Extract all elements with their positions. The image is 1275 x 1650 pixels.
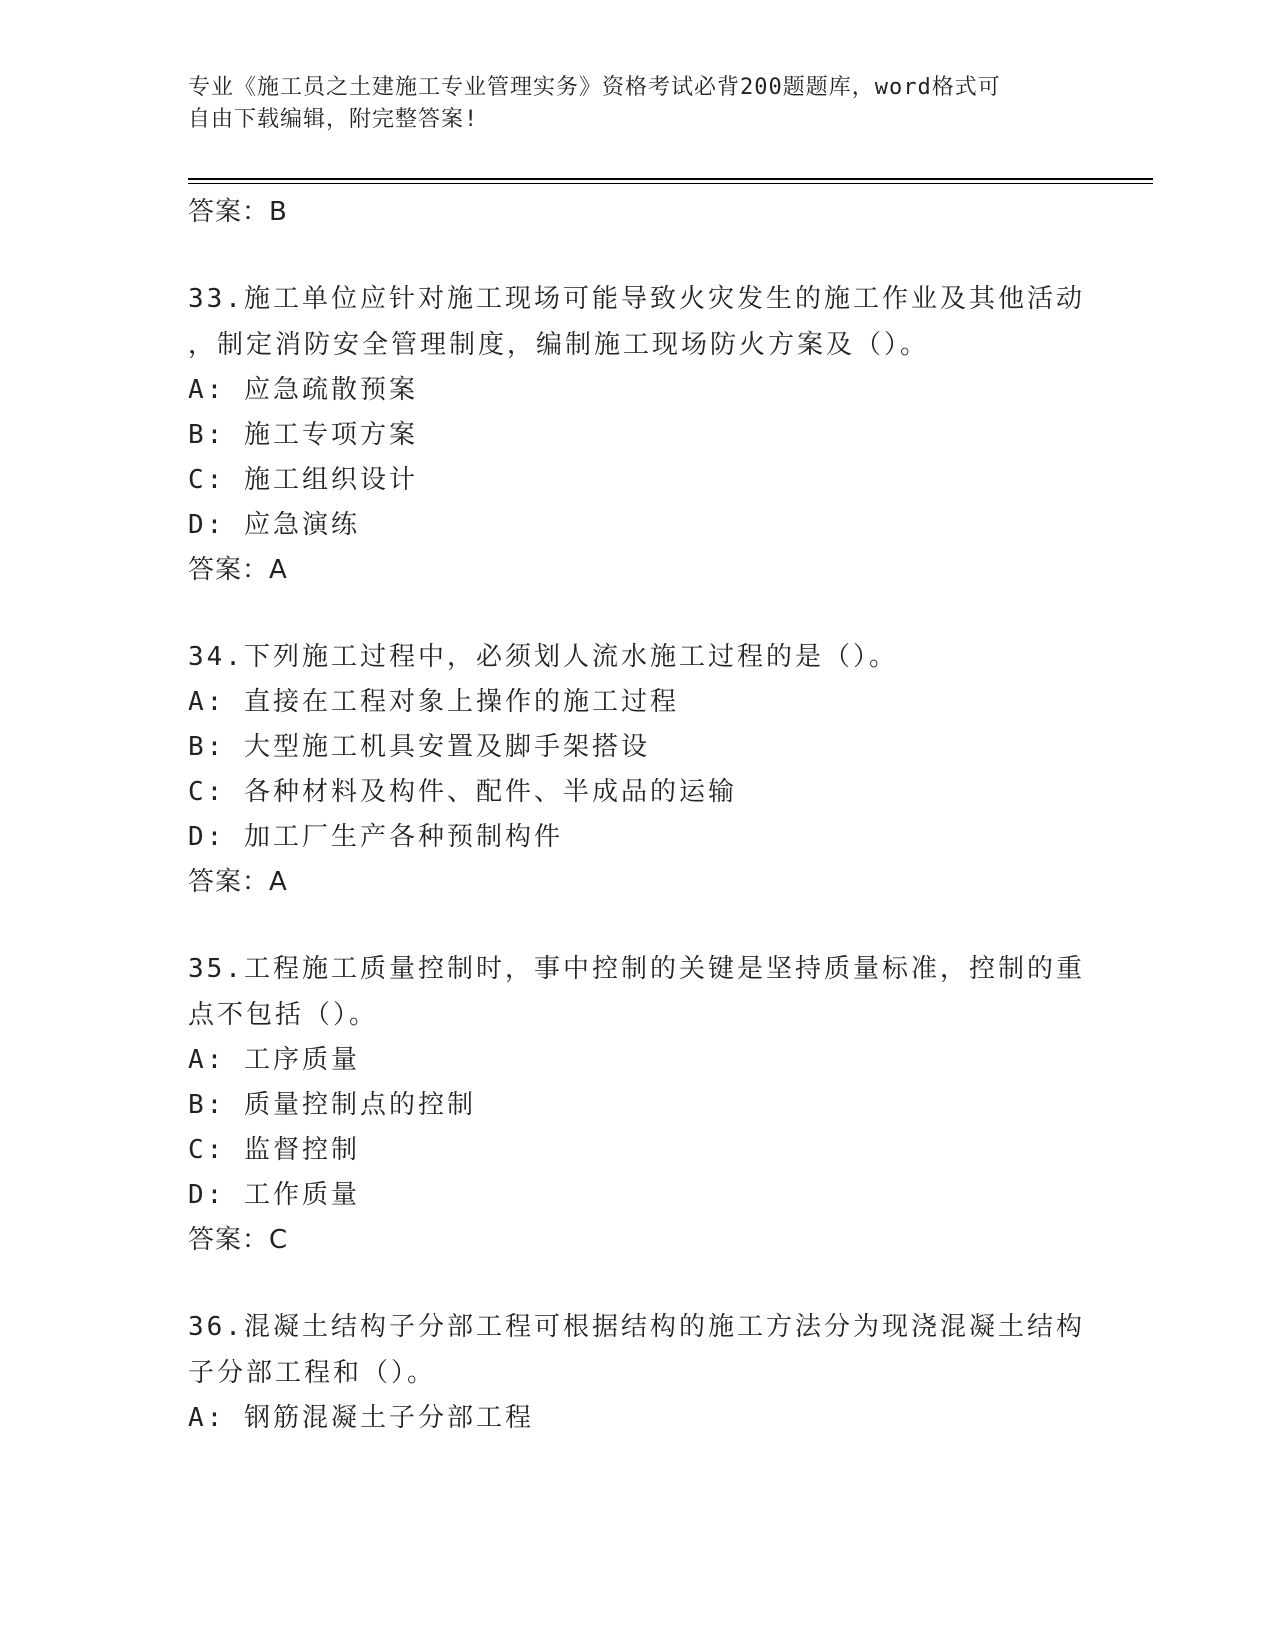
- answer: 答案：A: [188, 867, 288, 897]
- question-stem-line-2: 点不包括（）。: [188, 1000, 379, 1030]
- question-34: [188, 634, 1088, 904]
- answer: 答案：A: [188, 555, 288, 585]
- option-b: B: 质量控制点的控制: [188, 1090, 476, 1120]
- option-c: C: 监督控制: [188, 1135, 360, 1165]
- option-c: C: 施工组织设计: [188, 465, 418, 495]
- question-stem-line-1: 33.施工单位应针对施工现场可能导致火灾发生的施工作业及其他活动: [188, 284, 1085, 314]
- question-list: [188, 190, 1088, 1441]
- option-a: A: 工序质量: [188, 1045, 360, 1075]
- option-d: D: 工作质量: [188, 1180, 360, 1210]
- header-line-2: 自由下载编辑，附完整答案!: [188, 107, 479, 132]
- question-35: [188, 946, 1088, 1262]
- option-c: C: 各种材料及构件、配件、半成品的运输: [188, 777, 737, 807]
- header-divider-thick: [188, 178, 1153, 180]
- option-b: B: 大型施工机具安置及脚手架搭设: [188, 732, 650, 762]
- question-stem-line-1: 36.混凝土结构子分部工程可根据结构的施工方法分为现浇混凝土结构: [188, 1312, 1085, 1342]
- header-line-1: 专业《施工员之土建施工专业管理实务》资格考试必背200题题库，word格式可: [188, 75, 1001, 100]
- option-d: D: 加工厂生产各种预制构件: [188, 822, 563, 852]
- header-divider-thin: [188, 183, 1153, 184]
- option-a: A: 钢筋混凝土子分部工程: [188, 1403, 534, 1433]
- question-stem-line-2: 子分部工程和（）。: [188, 1358, 437, 1388]
- document-header: [188, 72, 1078, 136]
- previous-answer: 答案：B: [188, 197, 288, 227]
- option-a: A: 应急疏散预案: [188, 375, 418, 405]
- question-36: [188, 1304, 1088, 1441]
- option-b: B: 施工专项方案: [188, 420, 418, 450]
- question-33: [188, 276, 1088, 592]
- option-a: A: 直接在工程对象上操作的施工过程: [188, 687, 679, 717]
- option-d: D: 应急演练: [188, 510, 360, 540]
- question-stem-line-1: 34.下列施工过程中，必须划人流水施工过程的是（）。: [188, 642, 898, 672]
- question-stem-line-1: 35.工程施工质量控制时，事中控制的关键是坚持质量标准，控制的重: [188, 954, 1085, 984]
- question-stem-line-2: ，制定消防安全管理制度，编制施工现场防火方案及（）。: [188, 330, 930, 360]
- answer: 答案：C: [188, 1225, 289, 1255]
